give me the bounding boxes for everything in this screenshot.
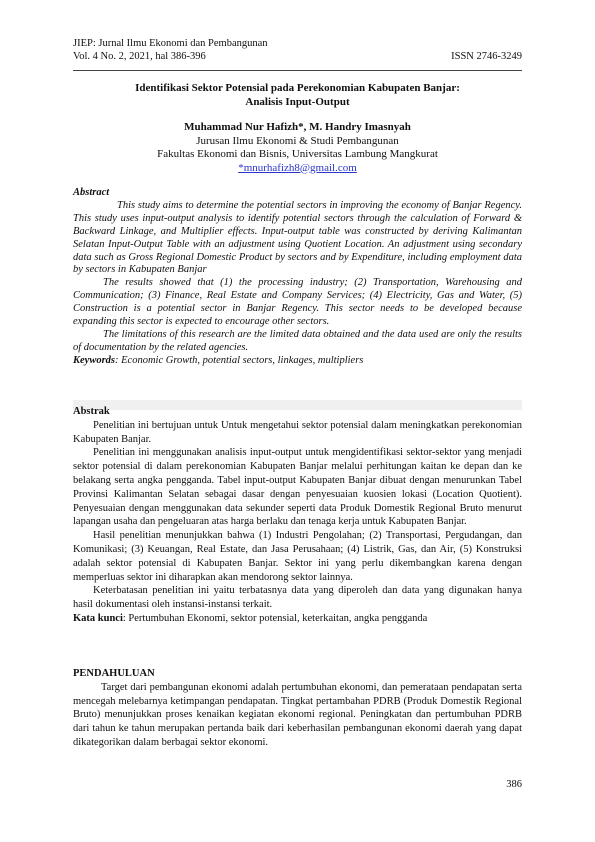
author-block bbox=[73, 121, 522, 175]
abstract-paragraph-2: The results showed that (1) the processing industry; (2) Transportation, Warehousing and Communication; (3) Finance, Real Estate and Company Services; (4) Electricity, Gas and Water, (5) Construction is a potential sector in Banjar Regency. This sector needs to be developed because expanding this sector is expected to encourage other sectors. bbox=[73, 277, 522, 328]
issn: ISSN 2746-3249 bbox=[451, 51, 522, 62]
abstrak-paragraph-1: Penelitian ini bertujuan untuk Untuk mengetahui sektor potensial dalam meningkatkan perekonomian Kabupaten Banjar. bbox=[73, 419, 522, 445]
keywords-indonesian bbox=[73, 612, 522, 626]
kata-kunci-label: Kata kunci bbox=[73, 612, 123, 624]
keywords-label: Keywords bbox=[73, 354, 115, 366]
abstract-paragraph-3: The limitations of this research are the limited data obtained and the data used are only the results of documentation by the related agencies. bbox=[73, 328, 522, 353]
journal-name: JIEP: Jurnal Ilmu Ekonomi dan Pembangunan bbox=[73, 38, 268, 49]
paper-title bbox=[73, 82, 522, 109]
kata-kunci-text: : Pertumbuhan Ekonomi, sektor potensial, keterkaitan, angka pengganda bbox=[122, 612, 428, 624]
intro-paragraph-1: Target dari pembangunan ekonomi adalah pertumbuhan ekonomi, dan pemerataan pendapatan serta mencegah melebarnya ketimpangan pendapatan. Tingkat pertambahan PDRB (Produk Domestik Regional Bruto) menunjukkan proses kenaikan kegiatan ekonomi regional. Peningkatan dan pertumbuhan PDRB dari tahun ke tahun merupakan pertanda baik dari keberhasilan pembangunan ekonomi daerah yang dapat dikategorikan dalam berbagai sektor ekonomi. bbox=[73, 681, 522, 748]
author-faculty: Fakultas Ekonomi dan Bisnis, Universitas Lambung Mangkurat bbox=[157, 148, 438, 160]
author-names: Muhammad Nur Hafizh*, M. Handry Imasnyah bbox=[184, 121, 411, 133]
abstrak-paragraph-3: Hasil penelitian menunjukkan bahwa (1) Industri Pengolahan; (2) Transportasi, Pergudangan, dan Komunikasi; (3) Keuangan, Real Estate, dan Jasa Perusahaan; (4) Listrik, Gas, dan Air, (5) Konstruksi adalah sektor potensial di Kabupaten Banjar. Sektor ini yang perlu dikembangkan karena dengan memperluas sektor ini diharapkan akan mendorong sektor lainnya. bbox=[73, 530, 522, 583]
abstrak-paragraph-4: Keterbatasan penelitian ini yaitu terbatasnya data yang diperoleh dan data yang digunakan hanya hasil dokumentasi oleh instansi-instansi terkait. bbox=[73, 585, 522, 611]
abstract-english bbox=[73, 187, 522, 368]
volume-info: Vol. 4 No. 2, 2021, hal 386-396 bbox=[73, 51, 206, 62]
author-email-link[interactable]: *mnurhafizh8@gmail.com bbox=[238, 161, 357, 174]
page-number: 386 bbox=[506, 779, 522, 790]
abstract-paragraph-1: This study aims to determine the potential sectors in improving the economy of Banjar Regency. This study uses input-output analysis to identify potential sectors through the calculation of Forward & Backward Linkage, and Multiplier effects. Input-output table was constructed by deriving Kalimantan Selatan Input-Output Table with an adjustment using Quotient Location. An adjustment using secondary data such as Gross Regional Domestic Product by sectors and by Expenditure, including employment data by sectors in Kabupaten Banjar bbox=[73, 199, 522, 276]
header-rule bbox=[73, 70, 522, 71]
abstract-heading: Abstract bbox=[73, 187, 110, 198]
abstrak-paragraph-2: Penelitian ini menggunakan analisis input-output untuk mengidentifikasi sektor-sektor yang menjadi sektor potensial di dalam perekonomian Kabupaten Banjar melalui perhitungan kaitan ke depan dan ke belakang serta angka pengganda. Tabel input-output Kabupaten Banjar dibuat dengan menurunkan Tabel Provinsi Kalimantan Selatan sebagai dasar dengan penyesuaian kuosien lokasi (Location Quotient). Penyesuaian dengan menggunakan data sekunder seperti data Produk Domestik Regional Bruto menurut lapangan usaha dan pengeluaran atas harga berlaku dan tenaga kerja untuk Kabupaten Banjar. bbox=[73, 447, 522, 528]
abstract-indonesian bbox=[73, 405, 522, 626]
abstrak-heading: Abstrak bbox=[73, 406, 110, 417]
section-heading: PENDAHULUAN bbox=[73, 668, 155, 679]
header-row bbox=[73, 50, 522, 63]
title-line-2: Analisis Input-Output bbox=[245, 95, 350, 108]
title-line-1: Identifikasi Sektor Potensial pada Perekonomian Kabupaten Banjar: bbox=[135, 82, 460, 94]
running-header bbox=[73, 37, 522, 63]
author-department: Jurusan Ilmu Ekonomi & Studi Pembangunan bbox=[196, 134, 399, 147]
introduction-section bbox=[73, 667, 522, 750]
keywords-english bbox=[73, 355, 522, 368]
keywords-text: : Economic Growth, potential sectors, linkages, multipliers bbox=[115, 354, 364, 366]
